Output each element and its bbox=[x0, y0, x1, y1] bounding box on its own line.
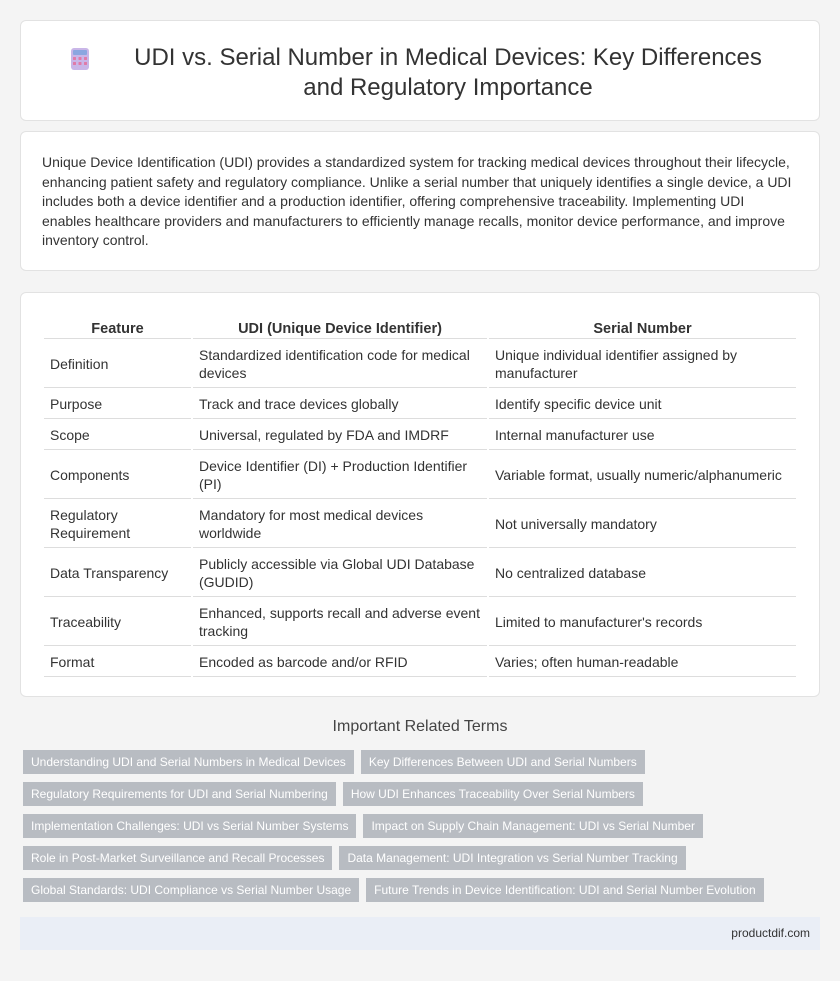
related-term-tag[interactable]: Global Standards: UDI Compliance vs Serial Number Usage bbox=[23, 878, 359, 902]
table-row bbox=[44, 421, 796, 450]
column-header-serial: Serial Number bbox=[489, 315, 796, 339]
column-header-feature: Feature bbox=[44, 315, 191, 339]
table-row bbox=[44, 599, 796, 646]
table-cell: Not universally mandatory bbox=[489, 501, 796, 548]
table-cell: Scope bbox=[44, 421, 191, 450]
related-terms-heading: Important Related Terms bbox=[332, 718, 508, 735]
table-row bbox=[44, 648, 796, 677]
table-cell: Format bbox=[44, 648, 191, 677]
site-link[interactable]: productdif.com bbox=[731, 926, 810, 940]
table-cell: Regulatory Requirement bbox=[44, 501, 191, 548]
related-term-tag[interactable]: Regulatory Requirements for UDI and Serial Numbering bbox=[23, 782, 336, 806]
table-cell: Unique individual identifier assigned by manufacturer bbox=[489, 341, 796, 388]
table-header-row bbox=[44, 315, 796, 339]
column-header-udi: UDI (Unique Device Identifier) bbox=[193, 315, 487, 339]
related-terms-list bbox=[23, 750, 793, 902]
footer-bar bbox=[20, 917, 820, 950]
table-cell: Definition bbox=[44, 341, 191, 388]
intro-card bbox=[20, 131, 820, 271]
related-term-tag[interactable]: Key Differences Between UDI and Serial Numbers bbox=[361, 750, 645, 774]
table-cell: Limited to manufacturer's records bbox=[489, 599, 796, 646]
table-row bbox=[44, 341, 796, 388]
related-term-tag[interactable]: Implementation Challenges: UDI vs Serial Number Systems bbox=[23, 814, 356, 838]
header-card bbox=[20, 20, 820, 121]
related-term-tag[interactable]: Data Management: UDI Integration vs Serial Number Tracking bbox=[339, 846, 685, 870]
table-cell: Internal manufacturer use bbox=[489, 421, 796, 450]
table-cell: Mandatory for most medical devices worldwide bbox=[193, 501, 487, 548]
comparison-table bbox=[42, 313, 798, 679]
table-cell: Universal, regulated by FDA and IMDRF bbox=[193, 421, 487, 450]
comparison-table-card bbox=[20, 292, 820, 697]
table-cell: Standardized identification code for medical devices bbox=[193, 341, 487, 388]
page-title: UDI vs. Serial Number in Medical Devices: Key Differences and Regulatory Importance bbox=[134, 44, 762, 101]
intro-paragraph: Unique Device Identification (UDI) provides a standardized system for tracking medical devices throughout their lifecycle, enhancing patient safety and regulatory compliance. Unlike a serial number that uniquely identifies a single device, a UDI includes both a device identifier and a production identifier, offering comprehensive traceability. Implementing UDI enables healthcare providers and manufacturers to efficiently manage recalls, monitor device performance, and improve inventory control. bbox=[42, 154, 792, 249]
table-cell: Encoded as barcode and/or RFID bbox=[193, 648, 487, 677]
calculator-icon bbox=[68, 47, 92, 71]
table-cell: Components bbox=[44, 452, 191, 499]
table-cell: Publicly accessible via Global UDI Database (GUDID) bbox=[193, 550, 487, 597]
table-row bbox=[44, 452, 796, 499]
table-row bbox=[44, 550, 796, 597]
related-term-tag[interactable]: How UDI Enhances Traceability Over Serial Numbers bbox=[343, 782, 643, 806]
table-cell: Data Transparency bbox=[44, 550, 191, 597]
table-cell: Variable format, usually numeric/alphanumeric bbox=[489, 452, 796, 499]
related-term-tag[interactable]: Role in Post-Market Surveillance and Recall Processes bbox=[23, 846, 332, 870]
table-cell: Traceability bbox=[44, 599, 191, 646]
table-cell: Track and trace devices globally bbox=[193, 390, 487, 419]
related-term-tag[interactable]: Understanding UDI and Serial Numbers in Medical Devices bbox=[23, 750, 354, 774]
table-cell: No centralized database bbox=[489, 550, 796, 597]
table-cell: Purpose bbox=[44, 390, 191, 419]
table-row bbox=[44, 390, 796, 419]
table-row bbox=[44, 501, 796, 548]
related-term-tag[interactable]: Future Trends in Device Identification: UDI and Serial Number Evolution bbox=[366, 878, 764, 902]
table-cell: Varies; often human-readable bbox=[489, 648, 796, 677]
table-cell: Identify specific device unit bbox=[489, 390, 796, 419]
table-cell: Enhanced, supports recall and adverse event tracking bbox=[193, 599, 487, 646]
related-term-tag[interactable]: Impact on Supply Chain Management: UDI vs Serial Number bbox=[363, 814, 702, 838]
table-cell: Device Identifier (DI) + Production Identifier (PI) bbox=[193, 452, 487, 499]
